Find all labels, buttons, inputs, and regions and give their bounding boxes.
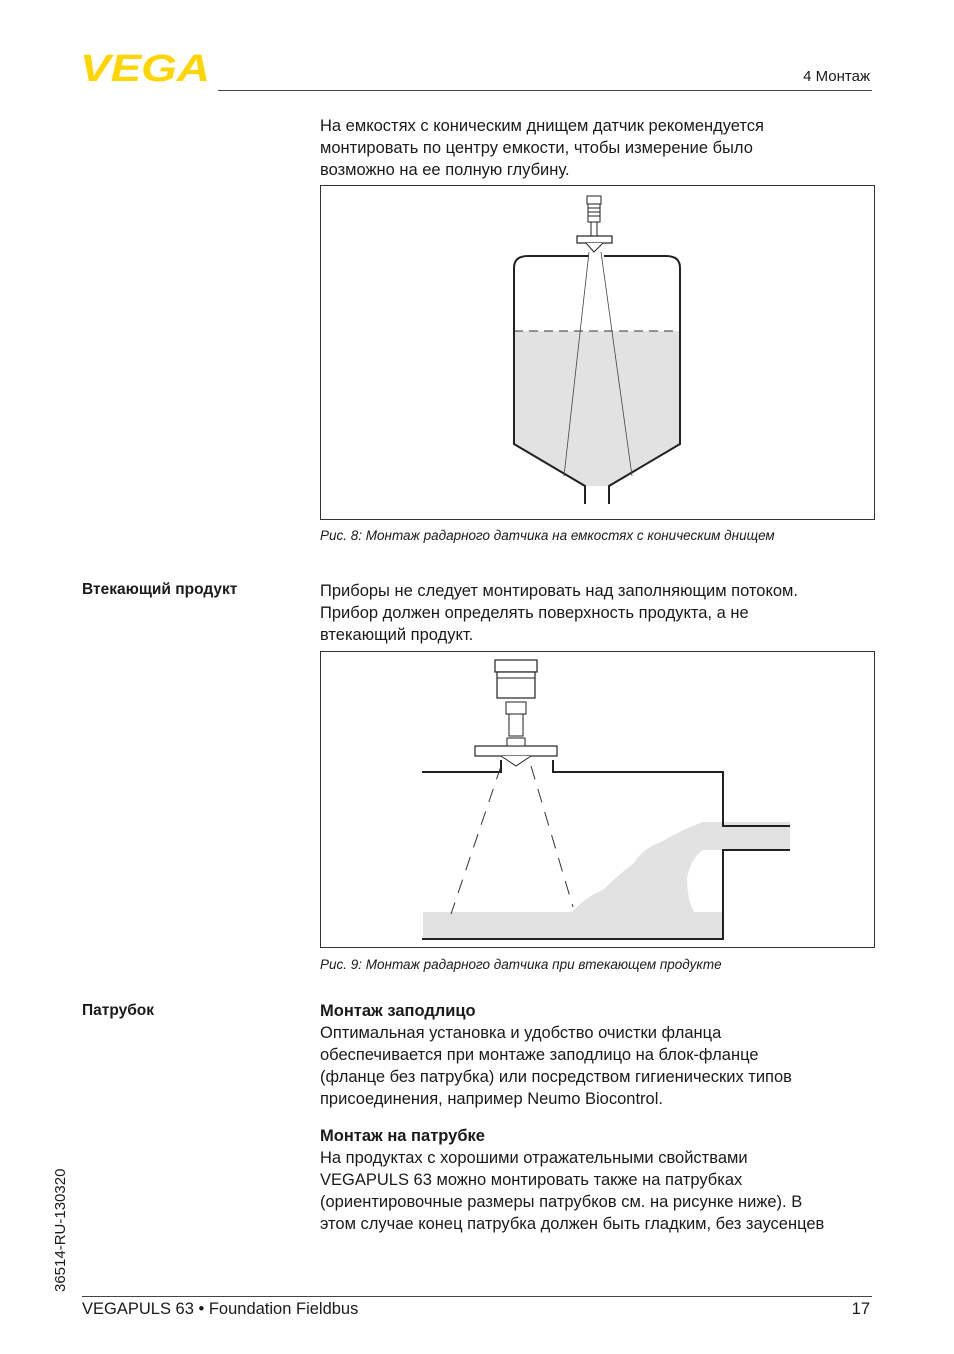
- figure-inflow-vessel: [320, 651, 875, 948]
- socket-mount-line: На продуктах с хорошими отражательными свойствами: [320, 1149, 748, 1167]
- socket-mount-line: этом случае конец патрубка должен быть гладким, без заусенцев: [320, 1215, 825, 1233]
- page-number: 17: [851, 1300, 870, 1318]
- socket-mount-line: (ориентировочные размеры патрубков см. на рисунке ниже). В: [320, 1193, 803, 1211]
- radar-beam-right: [531, 766, 573, 907]
- inflow-line: Приборы не следует монтировать над заполняющим потоком.: [320, 582, 798, 600]
- footer-divider: [82, 1296, 872, 1297]
- flush-mount-line: присоединения, например Neumo Biocontrol.: [320, 1090, 663, 1108]
- inflow-stream: [571, 822, 790, 914]
- footer-product: VEGAPULS 63 • Foundation Fieldbus: [82, 1300, 359, 1318]
- logo-text: VEGA: [80, 52, 210, 82]
- radar-sensor: [475, 660, 557, 766]
- intro-line: монтировать по центру емкости, чтобы измерение было: [320, 139, 753, 157]
- document-id: 36514-RU-130320: [52, 1168, 69, 1292]
- flush-mount-line: Оптимальная установка и удобство очистки фланца: [320, 1024, 722, 1042]
- socket-mount-title: Монтаж на патрубке: [320, 1127, 485, 1145]
- liquid-fill: [514, 331, 680, 486]
- vega-logo: [80, 52, 212, 82]
- figure9-caption: Рис. 9: Монтаж радарного датчика при втекающем продукте: [320, 957, 722, 972]
- intro-paragraph: [320, 115, 880, 181]
- inflow-line: Прибор должен определять поверхность продукта, а не: [320, 604, 749, 622]
- header-divider: [218, 90, 872, 91]
- figure-conical-vessel: [320, 185, 875, 520]
- flush-mount-line: обеспечивается при монтаже заподлицо на блок-фланце: [320, 1046, 759, 1064]
- intro-line: возможно на ее полную глубину.: [320, 161, 570, 179]
- radar-sensor: [577, 196, 612, 252]
- intro-line: На емкостях с коническим днищем датчик рекомендуется: [320, 117, 764, 135]
- section-title: 4 Монтаж: [803, 68, 870, 85]
- socket-heading: Патрубок: [82, 1002, 155, 1019]
- radar-beam-left: [451, 766, 501, 914]
- figure8-caption: Рис. 8: Монтаж радарного датчика на емкостях с коническим днищем: [320, 528, 775, 543]
- flush-mount-block: [320, 1000, 880, 1110]
- flush-mount-title: Монтаж заподлицо: [320, 1002, 476, 1020]
- inflow-heading: Втекающий продукт: [82, 581, 238, 598]
- flush-mount-line: (фланце без патрубка) или посредством гигиенических типов: [320, 1068, 792, 1086]
- inflow-paragraph: [320, 580, 880, 646]
- inflow-line: втекающий продукт.: [320, 626, 474, 644]
- socket-mount-line: VEGAPULS 63 можно монтировать также на патрубках: [320, 1171, 743, 1189]
- product-pool: [423, 912, 723, 939]
- socket-mount-block: [320, 1125, 880, 1235]
